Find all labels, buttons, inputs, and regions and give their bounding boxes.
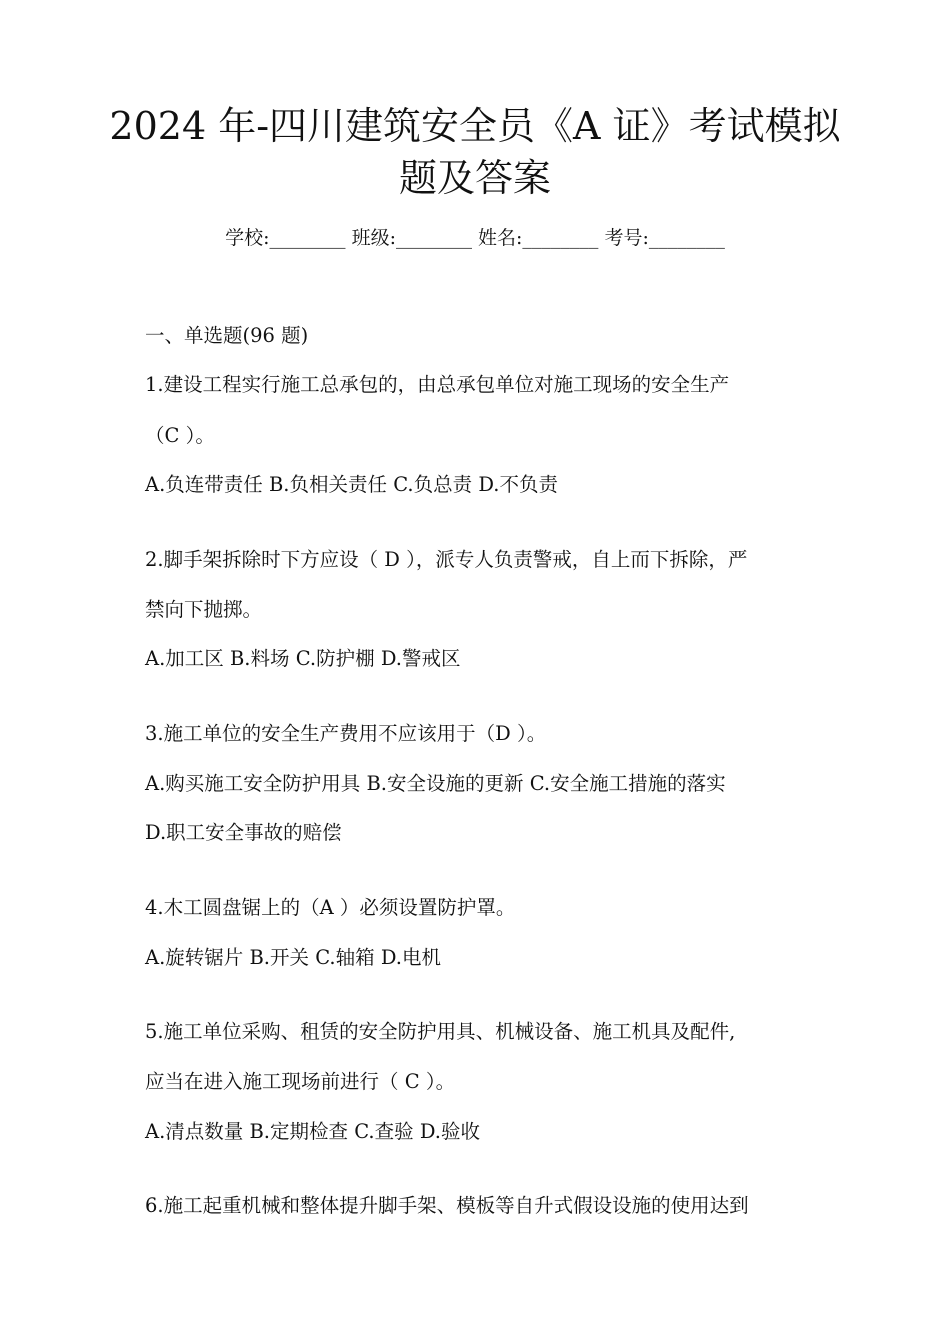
student-info-line: 学校:________ 班级:________ 姓名:________ 考号:________: [225, 227, 725, 249]
question-5-stem-line-1: 5.施工单位采购、租赁的安全防护用具、机械设备、施工机具及配件,: [145, 1020, 736, 1043]
question-1-stem-line-1: 1.建设工程实行施工总承包的，由总承包单位对施工现场的安全生产: [145, 373, 730, 396]
question-6-stem-line-1: 6.施工起重机械和整体提升脚手架、模板等自升式假设设施的使用达到: [145, 1194, 749, 1217]
question-1-stem-line-2: （C ）。: [145, 424, 215, 447]
question-5-options: A.清点数量 B.定期检查 C.查验 D.验收: [145, 1120, 480, 1143]
document-title-line-2: 题及答案: [398, 156, 551, 200]
question-5-stem-line-2: 应当在进入施工现场前进行（ C ）。: [145, 1070, 456, 1093]
question-3-options-line-2: D.职工安全事故的赔偿: [145, 821, 342, 844]
question-2-stem-line-2: 禁向下抛掷。: [145, 598, 263, 621]
question-3-stem: 3.施工单位的安全生产费用不应该用于（D ）。: [145, 722, 547, 745]
question-1-options: A.负连带责任 B.负相关责任 C.负总责 D.不负责: [145, 473, 558, 496]
question-4-options: A.旋转锯片 B.开关 C.轴箱 D.电机: [145, 946, 441, 969]
document-title-line-1: 2024 年-四川建筑安全员《A 证》考试模拟: [109, 104, 841, 148]
question-2-options: A.加工区 B.料场 C.防护棚 D.警戒区: [145, 647, 461, 670]
section-heading: 一、单选题(96 题): [145, 324, 309, 347]
question-2-stem-line-1: 2.脚手架拆除时下方应设（ D ），派专人负责警戒，自上而下拆除，严: [145, 548, 748, 571]
question-3-options-line-1: A.购买施工安全防护用具 B.安全设施的更新 C.安全施工措施的落实: [145, 772, 726, 795]
question-4-stem: 4.木工圆盘锯上的（A ）必须设置防护罩。: [145, 896, 516, 919]
